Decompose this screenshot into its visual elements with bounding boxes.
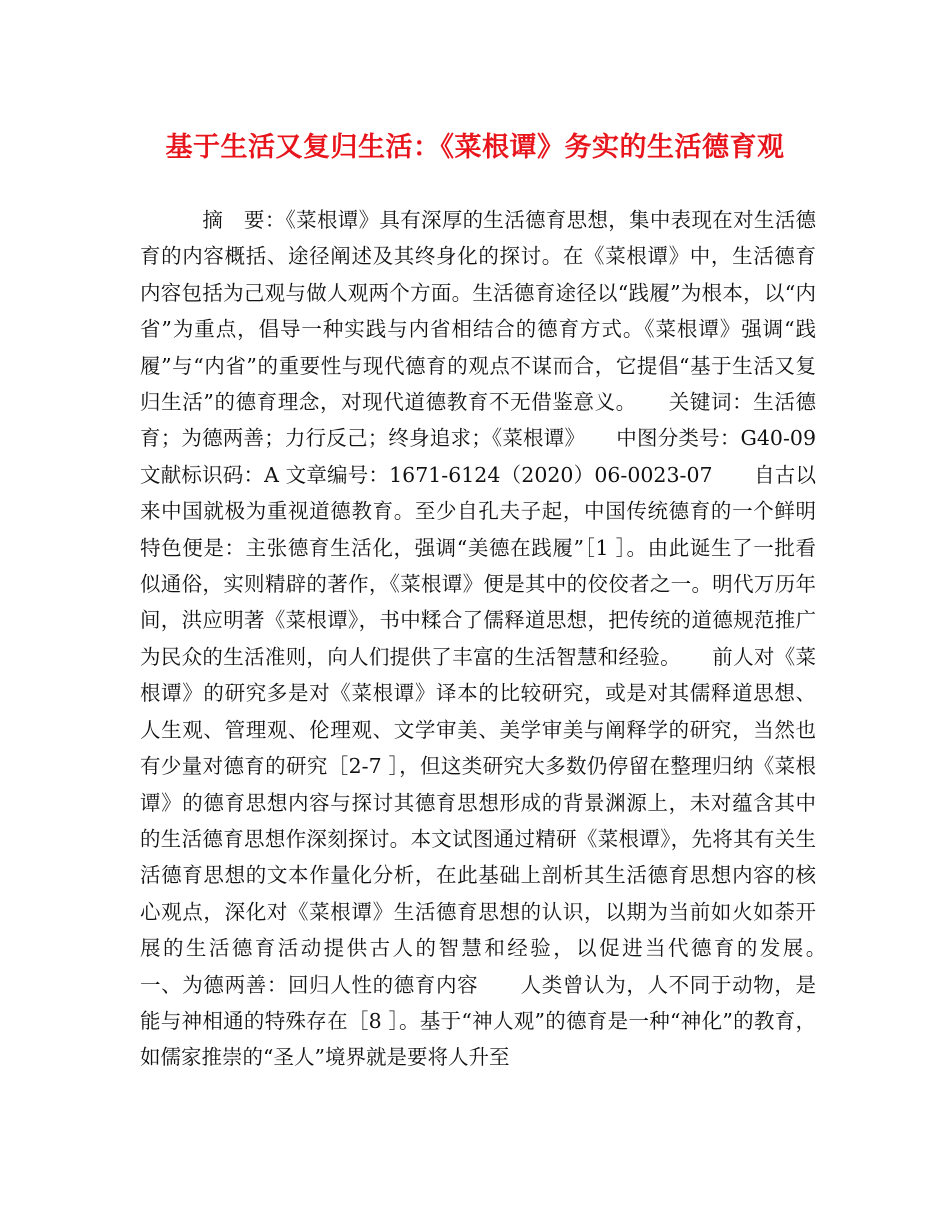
document-title: 基于生活又复归生活：《菜根谭》务实的生活德育观 [165,132,785,163]
document-body [140,202,857,1076]
body-paragraph: 摘 要：《菜根谭》具有深厚的生活德育思想，集中表现在对生活德育的内容概括、途径阐述及其终身化的探讨。在《菜根谭》中，生活德育内容包括为己观与做人观两个方面。生活德育途径以“践履”为根本，以“内省”为重点，倡导一种实践与内省相结合的德育方式。《菜根谭》强调“践履”与“内省”的重要性与现代德育的观点不谋而合，它提倡“基于生活又复归生活”的德育理念，对现代道德教育不无借鉴意义。 关键词：生活德育；为德两善；力行反己；终身追求；《菜根谭》 中图分类号：G40-09 文献标识码：A 文章编号：1671-6124（2020）06-0023-07 自古以来中国就极为重视道德教育。至少自孔夫子起，中国传统德育的一个鲜明特色便是：主张德育生活化，强调“美德在践履”［1 ］。由此诞生了一批看似通俗，实则精辟的著作，《菜根谭》便是其中的佼佼者之一。明代万历年间，洪应明著《菜根谭》，书中糅合了儒释道思想，把传统的道德规范推广为民众的生活准则，向人们提供了丰富的生活智慧和经验。 前人对《菜根谭》的研究多是对《菜根谭》译本的比较研究，或是对其儒释道思想、人生观、管理观、伦理观、文学审美、美学审美与阐释学的研究，当然也有少量对德育的研究［2-7 ］，但这类研究大多数仍停留在整理归纳《菜根谭》的德育思想内容与探讨其德育思想形成的背景渊源上，未对蕴含其中的生活德育思想作深刻探讨。本文试图通过精研《菜根谭》，先将其有关生活德育思想的文本作量化分析，在此基础上剖析其生活德育思想内容的核心观点，深化对《菜根谭》生活德育思想的认识，以期为当前如火如荼开展的生活德育活动提供古人的智慧和经验，以促进当代德育的发展。 一、为德两善：回归人性的德育内容 人类曾认为，人不同于动物，是能与神相通的特殊存在［8 ］。基于“神人观”的德育是一种“神化”的教育，如儒家推崇的“圣人”境界就是要将人升至 [140,208,857,1070]
